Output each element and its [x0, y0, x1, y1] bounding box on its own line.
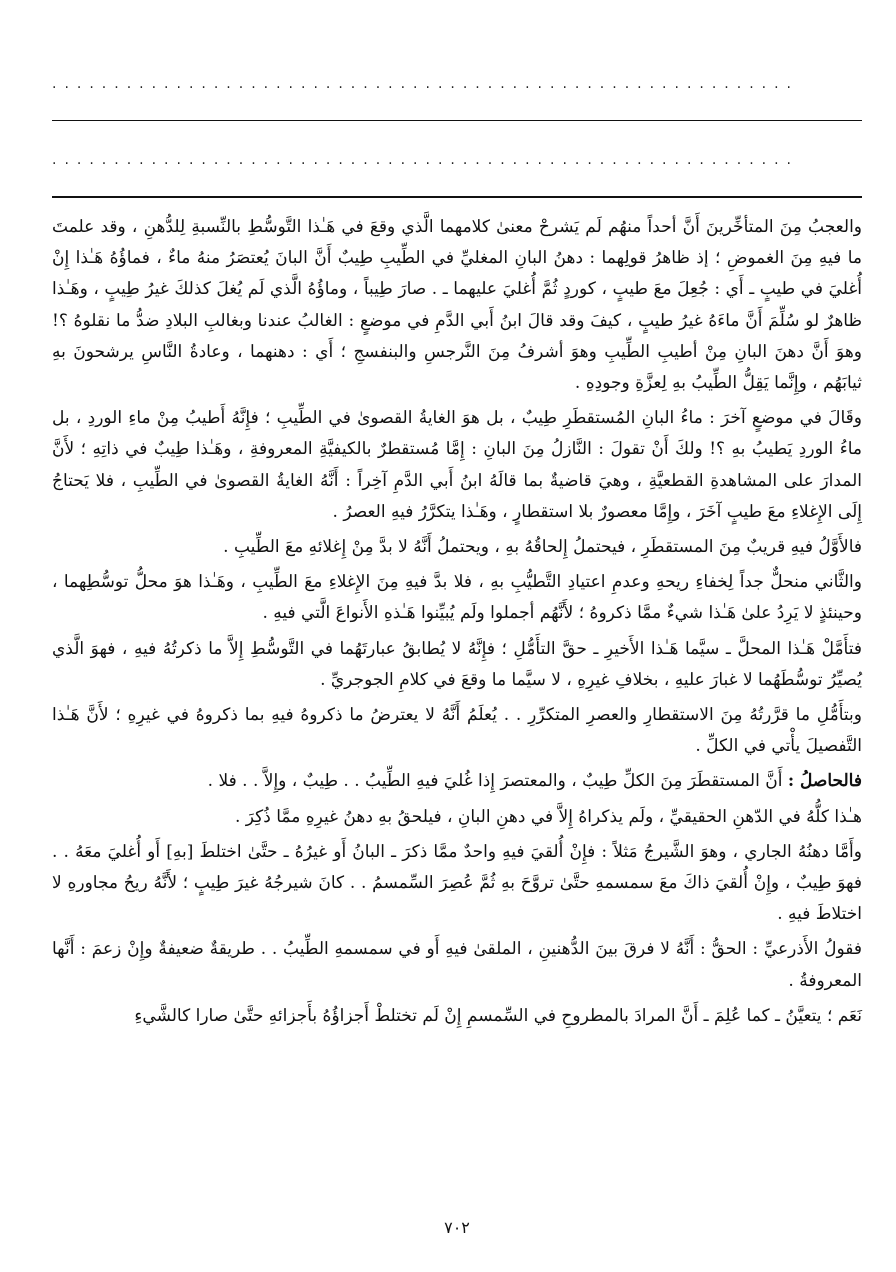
- book-page: [52, 0, 862, 1272]
- paragraph-2: وقَالَ في موضعٍ آخرَ : ماءُ البانِ المُستقطَرِ طِيبٌ ، بل هوَ الغايةُ القصوىٰ في الطِّيبِ ؛ فإِنَّهُ أَطيبُ مِنْ ماءِ الوردِ ، بل ماءُ الوردِ يَطيبُ بهِ ؟! ولكَ أَنْ تقولَ : النَّازلُ مِنَ البانِ : إِمَّا مُستقطرٌ بالكيفيَّةِ المعروفةِ ، وهَـٰذا طِيبٌ في ذاتِهِ ؛ لأَنَّ المدارَ على المشاهدةِ القطعيَّةِ ، وهيَ قاضيةٌ بما قالَهُ ابنُ أَبي الدَّمِ آخِراً : أَنَّهُ الغايةُ القصوىٰ في الطِّيبِ ، فلا يَحتاجُ إِلَى الإِغلاءِ معَ طيبٍ آخَرَ ، وإِمَّا معصورٌ بلا استقطارٍ ، وهَـٰذا يتكرَّرُ فيهِ العصرُ .: [52, 408, 862, 522]
- footnote-dotted-line-2: ............................................................: [52, 152, 800, 168]
- separator-rule-thick: [52, 196, 862, 198]
- paragraph-1: والعجبُ مِنَ المتأخِّرينَ أَنَّ أحداً منهُم لَم يَشرحْ معنىٰ كلامهما الَّذي وقعَ في هَـٰذا التَّوسُّطِ بالنِّسبةِ لِلدُّهنِ ، وقد علمتَ ما فيهِ مِنَ الغموضِ ؛ إذ ظاهرُ قولِهما : دهنُ البانِ المغليِّ في الطِّيبِ طِيبٌ أَنَّ البانَ يُعتصَرُ منهُ ماءٌ ، فماؤُهُ هَـٰذا إِنْ أُغليَ في طيبٍ ـ أَي : جُعِلَ معَ طيبٍ ، كوردٍ ثُمَّ أُغليَ عليهما ـ . صارَ طِيباً ، وماؤُهُ الَّذي لَم يُغلَ كذلكَ غيرُ طِيبٍ ، وهَـٰذا ظاهرٌ لو سُلِّمَ أَنَّ ماءَهُ غيرُ طيبٍ ، كيفَ وقد قالَ ابنُ أَبي الدَّمِ في موضعٍ : الغالبُ عندنا وبغالبِ البلادِ ضدُّ ما نقلوهُ ؟! وهوَ أَنَّ دهنَ البانِ مِنْ أطيبِ الطِّيبِ وهوَ أشرفُ مِنَ النَّرجسِ والبنفسجِ ؛ أَي : دهنهما ، وعادةُ النَّاسِ يرشحونَ بهِ ثيابَهُم ، وإِنَّما يَقِلُّ الطِّيبُ بهِ لِعزَّةِ وجودِهِ .: [52, 217, 862, 394]
- paragraph-6: وبتأَمُّلِ ما قرَّرتُهُ مِنَ الاستقطارِ والعصرِ المتكرِّرِ . . يُعلَمُ أَنَّهُ لا يعترضُ ما ذكروهُ فيهِ بما ذكروهُ في غيرِهِ ؛ لأَنَّ هَـٰذا التَّفصيلَ يأْتي في الكلِّ .: [52, 705, 862, 757]
- page-number: ٧٠٢: [444, 1218, 470, 1237]
- paragraph-4: والثَّاني منحلٌّ جداً لِخفاءِ ريحهِ وعدمِ اعتيادِ التَّطيُّبِ بهِ ، فلا بدَّ فيهِ مِنَ الإِغلاءِ معَ الطِّيبِ ، وهَـٰذا هوَ محلُّ توسُّطِهما ، وحينئذٍ لا يَرِدُ علىٰ هَـٰذا شيءٌ ممَّا ذكروهُ ؛ لأَنَّهُم أجملوا ولَم يُبيِّنوا هَـٰذهِ الأَنواعَ الَّتي فيهِ .: [52, 572, 862, 624]
- paragraph-11: نَعَم ؛ يتعيَّنُ ـ كما عُلِمَ ـ أَنَّ المرادَ بالمطروحِ في السِّمسمِ إِنْ لَم تختلطْ أَجزاؤُهُ بأَجزائهِ حتَّىٰ صارا كالشَّيءِ: [134, 1005, 862, 1026]
- paragraph-9: وأَمَّا دهنُهُ الجاري ، وهوَ الشَّيرجُ مَثلاً : فإِنْ أُلقيَ فيهِ واحدٌ ممَّا ذكرَ ـ البانُ أَو غيرُهُ ـ حتَّىٰ اختلطَ [بهِ] أَو أُغليَ معَهُ . . فهوَ طِيبٌ ، وإِنْ أُلقيَ ذاكَ معَ سمسمهِ حتَّىٰ تروَّحَ بهِ ثُمَّ عُصِرَ السِّمسمُ . . كانَ شيرجُهُ غيرَ طِيبٍ ؛ لأَنَّهُ ريحُ مجاورهِ لا اختلاطَ فيهِ .: [52, 841, 862, 925]
- paragraph-7: فالحاصلُ : أَنَّ المستقطَرَ مِنَ الكلِّ طِيبٌ ، والمعتصرَ إِذا غُليَ فيهِ الطِّيبُ . . طِيبٌ ، وإِلاَّ . . فلا .: [207, 771, 862, 792]
- main-text: [52, 212, 862, 1036]
- paragraph-3: فالأَوَّلُ فيهِ قريبٌ مِنَ المستقطَرِ ، فيحتملُ إِلحاقُهُ بهِ ، ويحتملُ أَنَّهُ لا بدَّ مِنْ إِغلائهِ معَ الطِّيبِ .: [223, 537, 862, 558]
- separator-rule-thin: [52, 120, 862, 121]
- footnote-dotted-line-1: ............................................................: [52, 76, 800, 92]
- paragraph-8: هـٰذا كلُّهُ في الدّهنِ الحقيقيِّ ، ولَم يذكراهُ إِلاَّ في دهنِ البانِ ، فيلحقُ بهِ دهنُ غيرِهِ ممَّا ذُكِرَ .: [234, 806, 862, 827]
- paragraph-10: فقولُ الأَذرعيِّ : الحقُّ : أَنَّهُ لا فرقَ بينَ الدُّهنينِ ، الملقىٰ فيهِ أَو في سمسمهِ الطِّيبُ . . طريقةٌ ضعيفةٌ وإِنْ زعمَ : أَنَّها المعروفةُ .: [52, 939, 862, 991]
- paragraph-5: فتأَمَّلْ هَـٰذا المحلَّ ـ سيَّما هَـٰذا الأَخيرِ ـ حقَّ التأَمُّلِ ؛ فإِنَّهُ لا يُطابقُ عبارتَهُما في التَّوسُّطِ إِلاَّ ما ذكرتُهُ فيهِ ، فهوَ الَّذي يُصيِّرُ توسُّطَهُما لا غبارَ عليهِ ، بخلافِ غيرِهِ ، لا سيَّما ما وقعَ في كلامِ الجوجريِّ .: [52, 638, 862, 690]
- paragraph-lead-word: فالحاصلُ :: [787, 771, 862, 792]
